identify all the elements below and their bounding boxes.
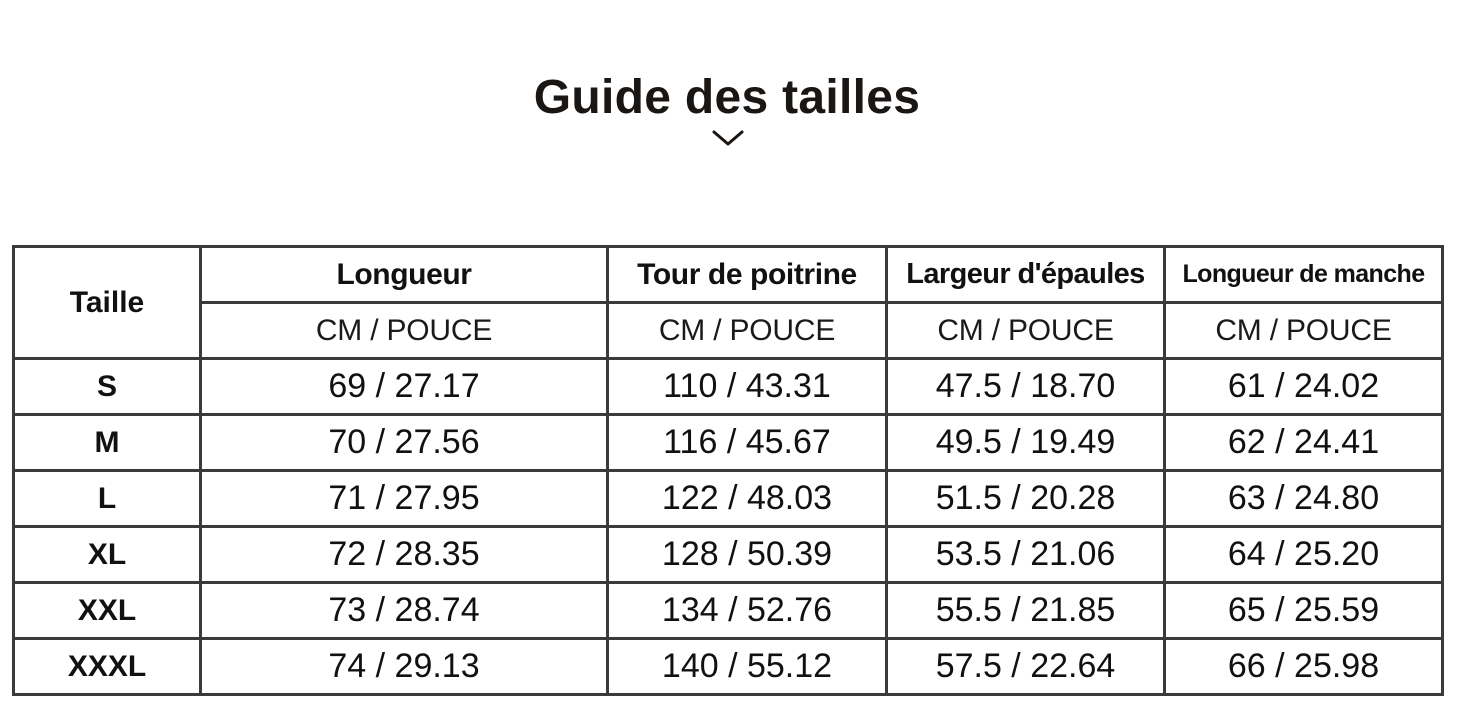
measurement-cell: 71 / 27.95 (201, 471, 608, 527)
measurement-cell: 116 / 45.67 (608, 415, 887, 471)
size-label: L (14, 471, 201, 527)
page-title: Guide des tailles (533, 71, 921, 124)
measurement-cell: 55.5 / 21.85 (887, 583, 1165, 639)
measurement-cell: 66 / 25.98 (1165, 639, 1443, 695)
table-row (14, 527, 1443, 583)
header-row (14, 247, 1443, 303)
measurement-cell: 134 / 52.76 (608, 583, 887, 639)
measurement-cell: 61 / 24.02 (1165, 359, 1443, 415)
size-chart-table (12, 245, 1444, 696)
column-header-largeur-epaules: Largeur d'épaules (887, 247, 1165, 303)
table-row (14, 583, 1443, 639)
measurement-cell: 63 / 24.80 (1165, 471, 1443, 527)
size-label: XXXL (14, 639, 201, 695)
measurement-cell: 62 / 24.41 (1165, 415, 1443, 471)
table-row (14, 471, 1443, 527)
column-header-longueur-manche: Longueur de manche (1165, 247, 1443, 303)
measurement-cell: 65 / 25.59 (1165, 583, 1443, 639)
size-label: S (14, 359, 201, 415)
unit-label: CM / POUCE (201, 303, 608, 359)
measurement-cell: 122 / 48.03 (608, 471, 887, 527)
measurement-cell: 53.5 / 21.06 (887, 527, 1165, 583)
unit-label: CM / POUCE (608, 303, 887, 359)
measurement-cell: 70 / 27.56 (201, 415, 608, 471)
measurement-cell: 72 / 28.35 (201, 527, 608, 583)
table-row (14, 415, 1443, 471)
measurement-cell: 64 / 25.20 (1165, 527, 1443, 583)
column-header-longueur: Longueur (201, 247, 608, 303)
table-row (14, 639, 1443, 695)
chevron-down-icon (711, 128, 745, 148)
measurement-cell: 57.5 / 22.64 (887, 639, 1165, 695)
unit-label: CM / POUCE (1165, 303, 1443, 359)
measurement-cell: 47.5 / 18.70 (887, 359, 1165, 415)
measurement-cell: 110 / 43.31 (608, 359, 887, 415)
unit-row (14, 303, 1443, 359)
table-row (14, 359, 1443, 415)
measurement-cell: 49.5 / 19.49 (887, 415, 1165, 471)
measurement-cell: 74 / 29.13 (201, 639, 608, 695)
measurement-cell: 140 / 55.12 (608, 639, 887, 695)
unit-label: CM / POUCE (887, 303, 1165, 359)
measurement-cell: 73 / 28.74 (201, 583, 608, 639)
column-header-tour-de-poitrine: Tour de poitrine (608, 247, 887, 303)
measurement-cell: 51.5 / 20.28 (887, 471, 1165, 527)
size-label: XL (14, 527, 201, 583)
measurement-cell: 69 / 27.17 (201, 359, 608, 415)
size-column-header: Taille (14, 247, 201, 359)
size-label: XXL (14, 583, 201, 639)
size-label: M (14, 415, 201, 471)
measurement-cell: 128 / 50.39 (608, 527, 887, 583)
